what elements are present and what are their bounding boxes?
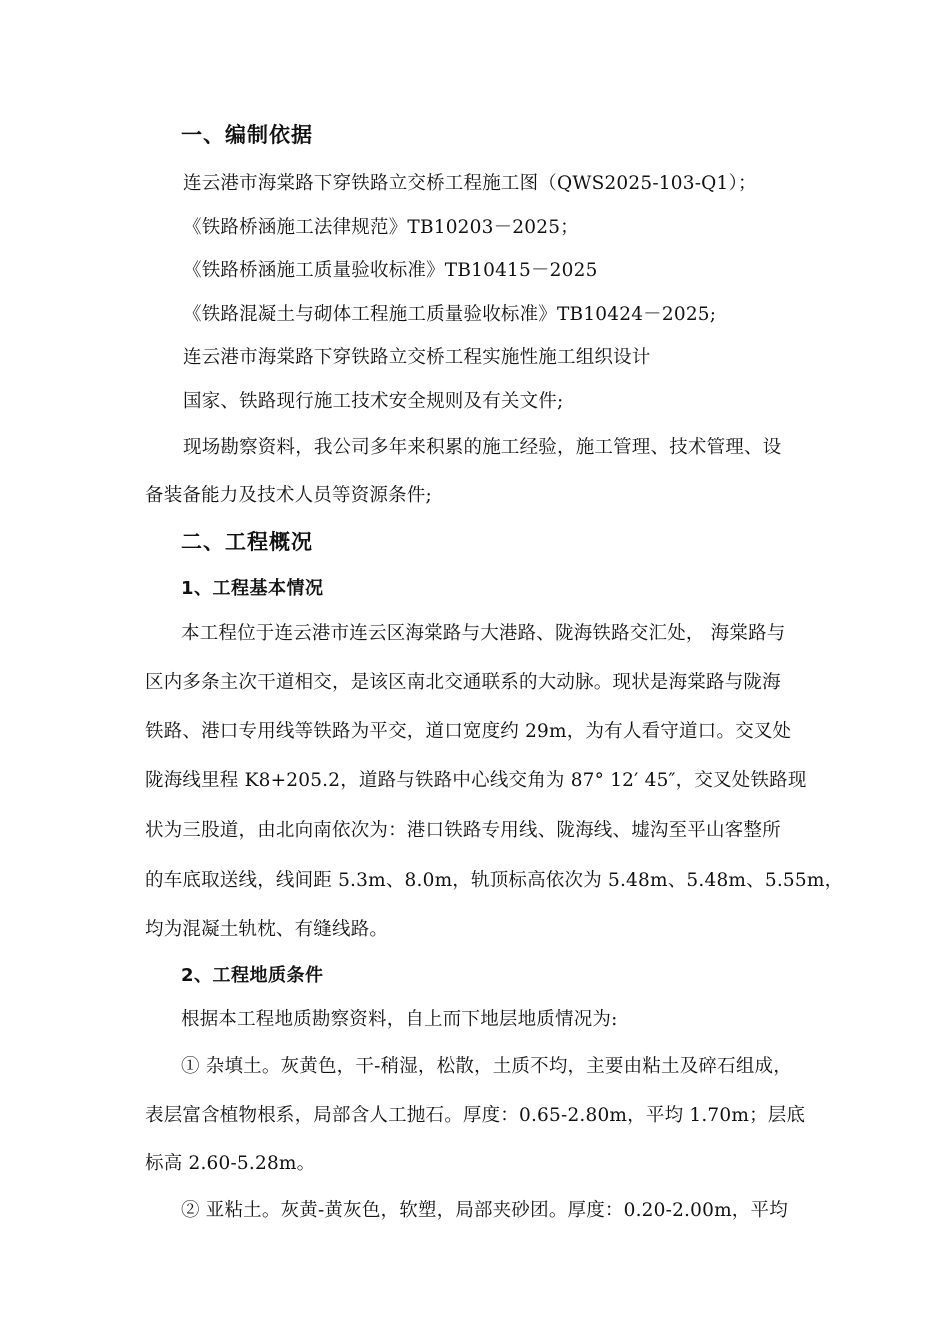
paragraph-line: 本工程位于连云港市连云区海棠路与大港路、陇海铁路交汇处， 海棠路与 (181, 623, 786, 644)
paragraph-line: 区内多条主次干道相交，是该区南北交通联系的大动脉。现状是海棠路与陇海 (145, 672, 781, 693)
paragraph-line: ① 杂填土。灰黄色，干-稍湿，松散，土质不均，主要由粘土及碎石组成， (181, 1056, 792, 1077)
basis-item: 连云港市海棠路下穿铁路立交桥工程施工图（QWS2025-103-Q1）； (183, 173, 757, 194)
basis-item: 连云港市海棠路下穿铁路立交桥工程实施性施工组织设计 (183, 347, 651, 368)
section1-heading: 一、编制依据 (181, 123, 313, 147)
basis-item: 《铁路桥涵施工质量验收标准》TB10415－2025 (183, 260, 598, 281)
paragraph-line: 标高 2.60-5.28m。 (145, 1153, 316, 1174)
paragraph-line: 表层富含植物根系，局部含人工抛石。厚度：0.65-2.80m，平均 1.70m；层底 (145, 1105, 806, 1126)
subsection-heading: 2、工程地质条件 (181, 965, 324, 986)
paragraph-line: ② 亚粘土。灰黄-黄灰色，软塑，局部夹砂团。厚度：0.20-2.00m，平均 (181, 1200, 788, 1221)
paragraph-line: 根据本工程地质勘察资料，自上而下地层地质情况为: (181, 1009, 618, 1030)
basis-item: 《铁路混凝土与砌体工程施工质量验收标准》TB10424－2025; (183, 304, 717, 325)
paragraph-line: 备装备能力及技术人员等资源条件; (145, 485, 432, 506)
basis-item: 《铁路桥涵施工法律规范》TB10203－2025； (183, 217, 579, 238)
paragraph-line: 的车底取送线，线间距 5.3m、8.0m，轨顶标高依次为 5.48m、5.48m、5.55m， (145, 870, 844, 891)
section2-heading: 二、工程概况 (181, 530, 313, 554)
basis-item: 国家、铁路现行施工技术安全规则及有关文件; (183, 391, 564, 412)
paragraph-line: 陇海线里程 K8+205.2，道路与铁路中心线交角为 87° 12′ 45″，交叉处铁路现 (145, 770, 807, 791)
paragraph-line: 状为三股道，由北向南依次为：港口铁路专用线、陇海线、墟沟至平山客整所 (145, 820, 781, 841)
paragraph-line: 铁路、港口专用线等铁路为平交，道口宽度约 29m，为有人看守道口。交叉处 (145, 721, 792, 742)
subsection-heading: 1、工程基本情况 (181, 578, 324, 599)
paragraph-line: 现场勘察资料，我公司多年来积累的施工经验，施工管理、技术管理、设 (183, 437, 782, 458)
paragraph-line: 均为混凝土轨枕、有缝线路。 (145, 919, 389, 940)
